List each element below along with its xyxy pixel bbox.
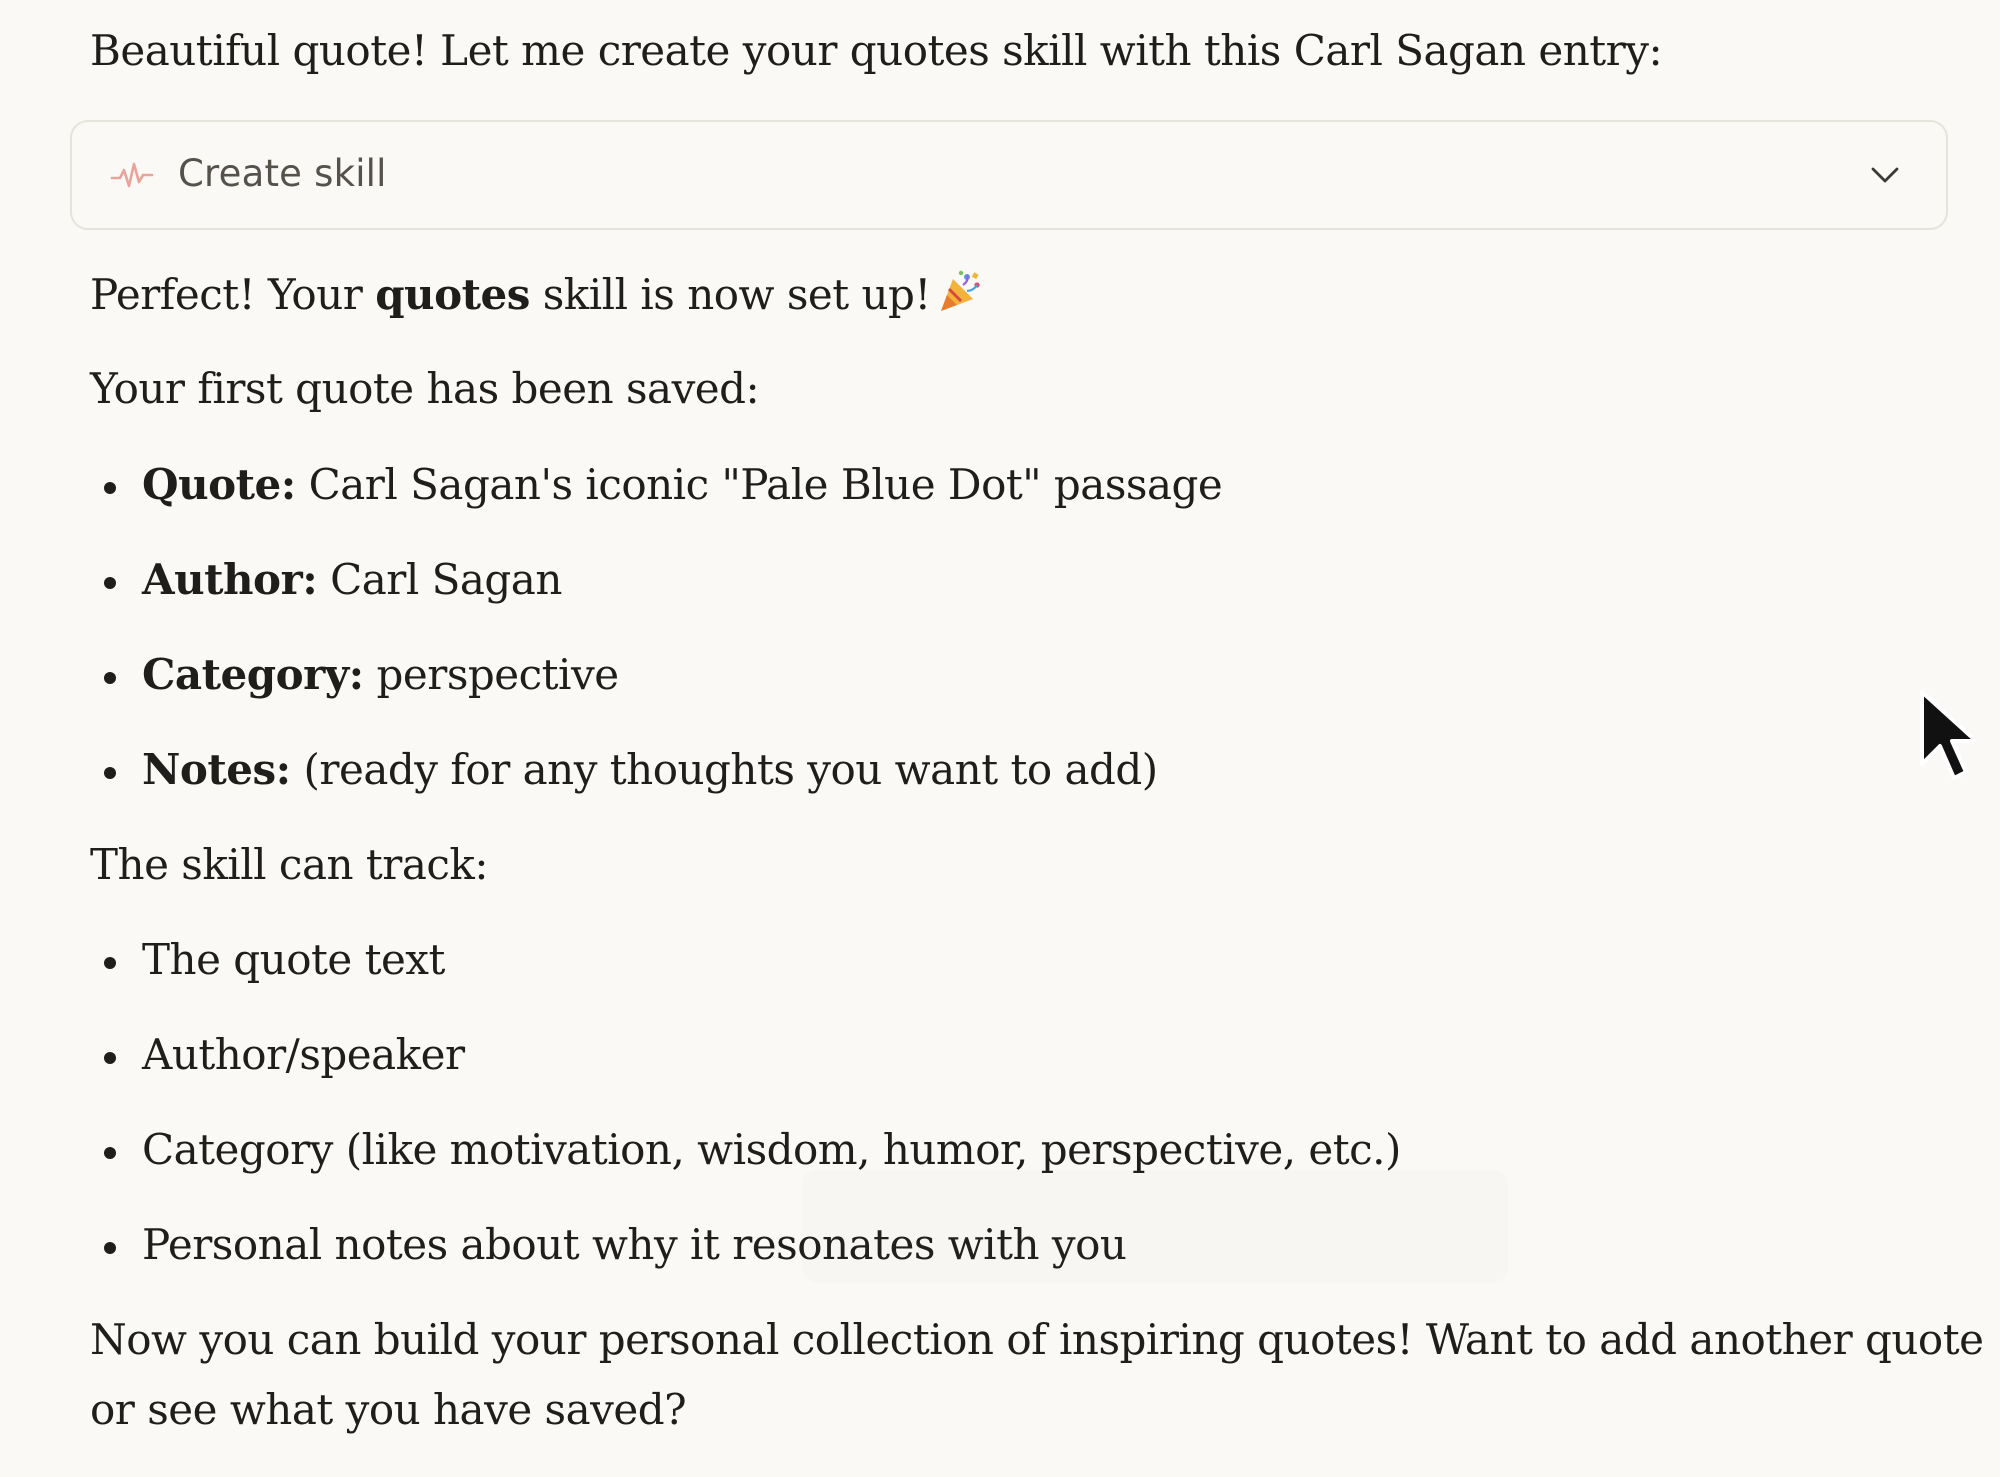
list-item	[142, 933, 445, 988]
item-label: Author:	[142, 555, 318, 604]
item-text: Personal notes about why it resonates with you	[142, 1220, 1127, 1269]
success-prefix: Perfect! Your	[90, 270, 376, 319]
item-text: The quote text	[142, 935, 445, 984]
bullet-dot	[104, 577, 116, 589]
track-heading: The skill can track:	[90, 840, 489, 889]
closing-text-line-2: or see what you have saved?	[90, 1385, 687, 1434]
closing-text-line-1: Now you can build your personal collection of inspiring quotes! Want to add another quote	[90, 1315, 1984, 1364]
item-label: Notes:	[142, 745, 291, 794]
bullet-dot	[104, 482, 116, 494]
list-item	[142, 648, 619, 703]
faded-media-controls-overlay	[802, 1170, 1508, 1282]
success-text	[90, 268, 983, 323]
item-text: Author/speaker	[142, 1030, 465, 1079]
list-item	[142, 458, 1222, 513]
bullet-dot	[104, 957, 116, 969]
party-popper-icon	[937, 269, 983, 315]
intro-text: Beautiful quote! Let me create your quotes skill with this Carl Sagan entry:	[90, 26, 1663, 75]
item-value: perspective	[363, 650, 619, 699]
list-item	[142, 1028, 465, 1083]
item-label: Quote:	[142, 460, 296, 509]
chevron-down-icon[interactable]	[1868, 158, 1902, 192]
bullet-dot	[104, 672, 116, 684]
list-item	[142, 553, 562, 608]
skill-name: quotes	[375, 270, 530, 319]
item-value: Carl Sagan's iconic "Pale Blue Dot" passage	[295, 460, 1223, 509]
item-value: (ready for any thoughts you want to add)	[290, 745, 1158, 794]
item-value: Carl Sagan	[317, 555, 562, 604]
bullet-dot	[104, 767, 116, 779]
create-skill-tool-card[interactable]	[70, 120, 1948, 230]
bullet-dot	[104, 1242, 116, 1254]
item-text: Category (like motivation, wisdom, humor, perspective, etc.)	[142, 1125, 1401, 1174]
success-suffix: skill is now set up!	[529, 270, 931, 319]
tool-card-label: Create skill	[178, 152, 387, 195]
list-item	[142, 743, 1158, 798]
saved-heading: Your first quote has been saved:	[90, 364, 760, 413]
mouse-pointer-icon	[1918, 688, 1976, 784]
waveform-icon	[110, 160, 154, 192]
bullet-dot	[104, 1147, 116, 1159]
item-label: Category:	[142, 650, 364, 699]
bullet-dot	[104, 1052, 116, 1064]
